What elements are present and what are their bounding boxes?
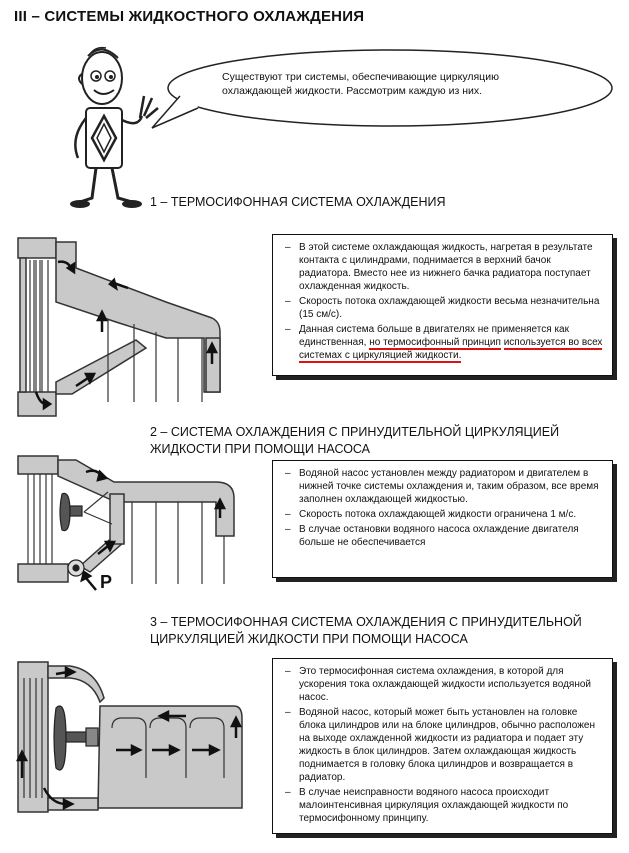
cooling-diagram-combined-icon: [16, 658, 248, 824]
cooling-diagram-pump-icon: [16, 454, 242, 594]
section-2-info-box: [272, 460, 613, 578]
highlight-text-1: но термосифонный принцип: [369, 337, 501, 348]
intro-line-2: охлаждающей жидкости. Рассмотрим каждую из них.: [222, 85, 483, 97]
section-3-info-box: [272, 658, 613, 834]
bullet-item: – Водяной насос, который может быть установлен на головке блока цилиндров или на блоке цилиндров, обычно расположен на выходе охлажденной жидкости из радиатора и подает эту жидкость в блок цилиндров. Затем охлаждающая жидкость поднимается в головку блока цилиндров и возвращается в радиатор.: [283, 706, 604, 784]
section-1-title: 1 – ТЕРМОСИФОННАЯ СИСТЕМА ОХЛАЖДЕНИЯ: [150, 195, 446, 209]
section-2-title-line-1: 2 – СИСТЕМА ОХЛАЖДЕНИЯ С ПРИНУДИТЕЛЬНОЙ ЦИРКУЛЯЦИЕЙ: [150, 425, 560, 439]
bullet-item: – Это термосифонная система охлаждения, в которой для ускорения тока охлаждающей жидкости используется водяной насос.: [283, 665, 604, 704]
bullet-item: – В случае неисправности водяного насоса происходит малоинтенсивная циркуляция охлаждающей жидкости по термосифонному принципу.: [283, 786, 604, 825]
page-title: III – СИСТЕМЫ ЖИДКОСТНОГО ОХЛАЖДЕНИЯ: [14, 8, 365, 25]
bullet-item: [283, 323, 604, 362]
bullet-item: – Скорость потока охлаждающей жидкости весьма незначительна (15 см/с).: [283, 295, 604, 321]
bullet-item: – Скорость потока охлаждающей жидкости ограничена 1 м/с.: [283, 508, 604, 521]
section-3-title: [150, 614, 582, 648]
bullet-item: – В этой системе охлаждающая жидкость, нагретая в результате контакта с цилиндрами, поднимается в верхний бачок радиатора. Вместо нее из нижнего бачка радиатора поступает охлажденная жидкость.: [283, 241, 604, 293]
bullet-text: Данная система больше в двигателях не применяется как единственная,: [299, 324, 569, 348]
bullet-item: – Водяной насос установлен между радиатором и двигателем в нижней точке системы охлаждения и, таким образом, все время заполнен охлаждающей жидкостью.: [283, 467, 604, 506]
intro-text: [222, 70, 582, 98]
highlight-text-2: используется во всех системах с циркуляцией жидкости.: [299, 337, 603, 361]
section-2-title: [150, 424, 559, 458]
section-2-title-line-2: ЖИДКОСТИ ПРИ ПОМОЩИ НАСОСА: [150, 442, 371, 456]
pump-label: P: [100, 572, 113, 592]
section-3-title-line-1: 3 – ТЕРМОСИФОННАЯ СИСТЕМА ОХЛАЖДЕНИЯ С ПРИНУДИТЕЛЬНОЙ: [150, 615, 582, 629]
section-3-title-line-2: ЦИРКУЛЯЦИЕЙ ЖИДКОСТИ ПРИ ПОМОЩИ НАСОСА: [150, 632, 468, 646]
section-1-info-box: [272, 234, 613, 376]
bullet-item: – В случае остановки водяного насоса охлаждение двигателя больше не обеспечивается: [283, 523, 604, 549]
cooling-diagram-thermosiphon-icon: [16, 232, 242, 422]
intro-line-1: Существуют три системы, обеспечивающие циркуляцию: [222, 71, 499, 83]
